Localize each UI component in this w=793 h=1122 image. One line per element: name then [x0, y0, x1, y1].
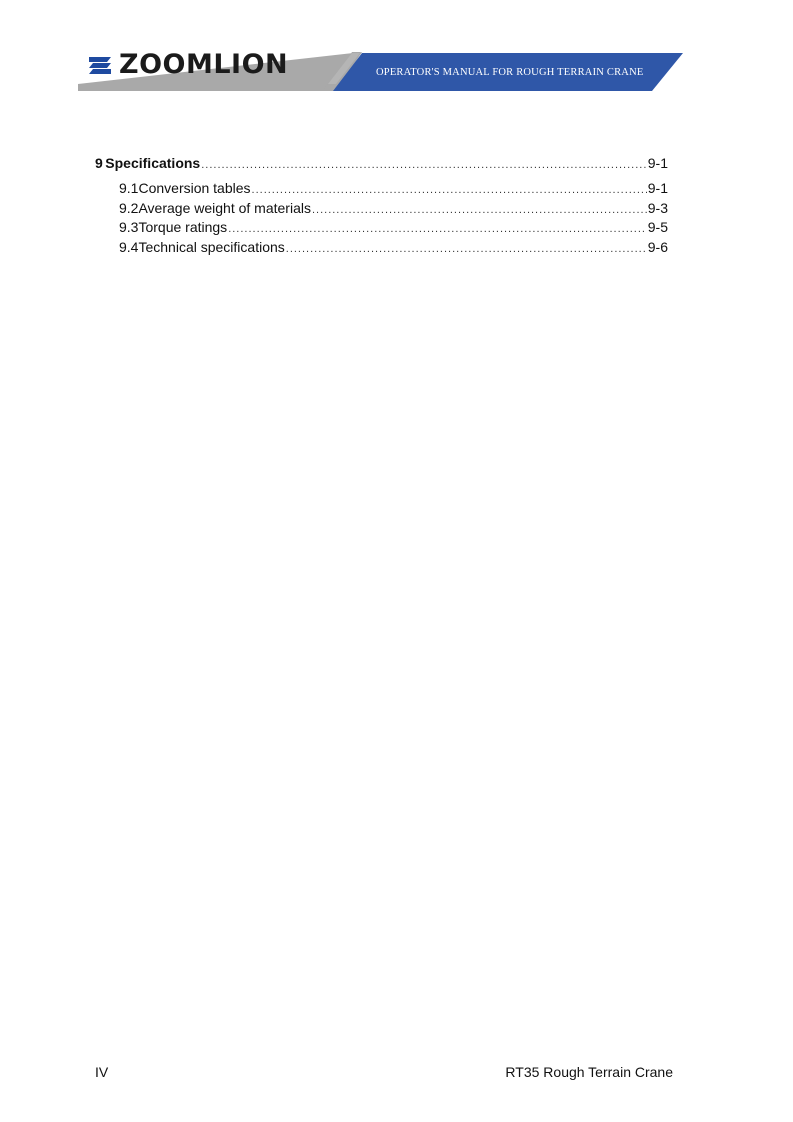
toc-section-entry[interactable]	[95, 200, 668, 220]
table-of-contents	[95, 155, 668, 258]
toc-chapter-entry[interactable]	[95, 155, 668, 180]
toc-leader-dots	[286, 243, 647, 255]
toc-leader-dots	[228, 223, 647, 235]
toc-chapter-number: 9	[95, 155, 103, 171]
toc-section-page: 9-6	[647, 238, 668, 255]
toc-section-number: 9.2	[119, 199, 139, 216]
toc-leader-dots	[252, 184, 647, 196]
toc-leader-dots	[312, 204, 647, 216]
banner-gray-bar	[78, 84, 328, 91]
toc-chapter-title: Specifications	[105, 155, 201, 171]
toc-section-entry[interactable]	[95, 239, 668, 259]
toc-section-title: Average weight of materials	[138, 199, 311, 216]
manual-title: OPERATOR'S MANUAL FOR ROUGH TERRAIN CRANE	[376, 67, 644, 78]
toc-section-page: 9-5	[647, 219, 668, 235]
toc-section-entry[interactable]	[95, 180, 668, 200]
toc-section-number: 9.4	[119, 238, 139, 255]
brand-logo	[87, 50, 288, 80]
toc-chapter-page: 9-1	[647, 155, 668, 171]
toc-section-entry[interactable]	[95, 219, 668, 239]
zoomlion-logo-icon	[87, 52, 113, 78]
toc-section-page: 9-3	[647, 199, 668, 216]
toc-leader-dots	[201, 159, 647, 171]
page-header	[0, 0, 793, 100]
toc-section-title: Conversion tables	[138, 180, 251, 196]
toc-section-page: 9-1	[647, 180, 668, 196]
toc-section-number: 9.1	[119, 180, 139, 196]
toc-section-title: Torque ratings	[138, 219, 228, 235]
footer-product-name: RT35 Rough Terrain Crane	[505, 1064, 673, 1080]
footer-page-number: IV	[95, 1064, 109, 1080]
toc-section-title: Technical specifications	[138, 238, 285, 255]
toc-section-number: 9.3	[119, 219, 139, 235]
brand-name: ZOOMLION	[119, 49, 289, 80]
